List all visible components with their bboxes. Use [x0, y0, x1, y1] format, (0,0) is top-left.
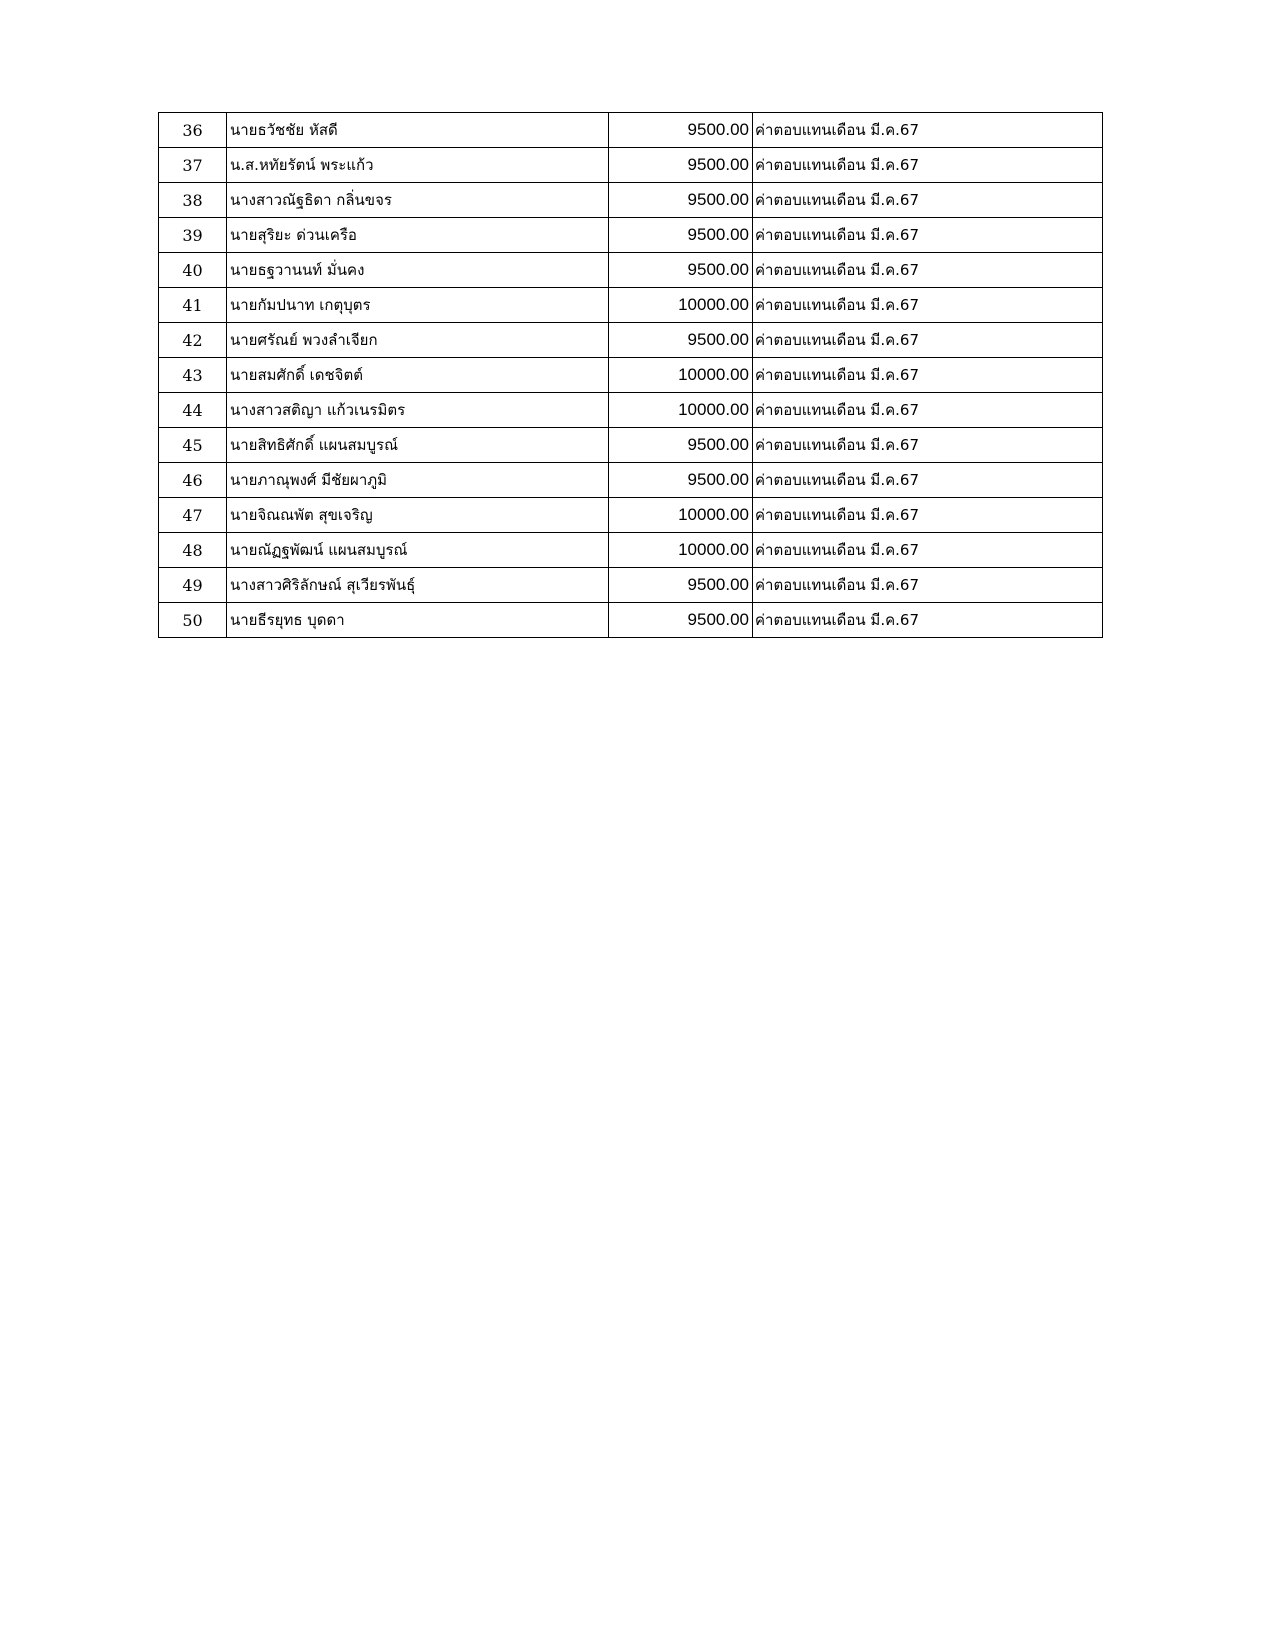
payment-description: ค่าตอบแทนเดือน มี.ค.67 [753, 393, 1103, 428]
row-number: 38 [159, 183, 227, 218]
payment-description: ค่าตอบแทนเดือน มี.ค.67 [753, 183, 1103, 218]
payment-description: ค่าตอบแทนเดือน มี.ค.67 [753, 428, 1103, 463]
table-row [159, 428, 1103, 463]
row-number: 49 [159, 568, 227, 603]
person-name: นางสาวสติญา แก้วเนรมิตร [227, 393, 609, 428]
table-row [159, 218, 1103, 253]
row-number: 45 [159, 428, 227, 463]
person-name: นายณัฏฐพัฒน์ แผนสมบูรณ์ [227, 533, 609, 568]
row-number: 36 [159, 113, 227, 148]
table-row [159, 498, 1103, 533]
row-number: 44 [159, 393, 227, 428]
payment-description: ค่าตอบแทนเดือน มี.ค.67 [753, 113, 1103, 148]
table-row [159, 323, 1103, 358]
person-name: นางสาวศิริลักษณ์ สุเวียรพันธุ์ [227, 568, 609, 603]
table-row [159, 113, 1103, 148]
amount: 10000.00 [609, 498, 753, 533]
row-number: 42 [159, 323, 227, 358]
person-name: นายจิณณพัต สุขเจริญ [227, 498, 609, 533]
amount: 9500.00 [609, 218, 753, 253]
row-number: 46 [159, 463, 227, 498]
table-row [159, 358, 1103, 393]
person-name: นายธวัชชัย หัสดี [227, 113, 609, 148]
person-name: นายธฐวานนท์ มั่นคง [227, 253, 609, 288]
person-name: นายภาณุพงศ์ มีชัยผาภูมิ [227, 463, 609, 498]
amount: 10000.00 [609, 288, 753, 323]
row-number: 47 [159, 498, 227, 533]
person-name: นายสิทธิศักดิ์ แผนสมบูรณ์ [227, 428, 609, 463]
person-name: นางสาวณัฐธิดา กลิ่นขจร [227, 183, 609, 218]
row-number: 41 [159, 288, 227, 323]
table-row [159, 393, 1103, 428]
row-number: 50 [159, 603, 227, 638]
payment-description: ค่าตอบแทนเดือน มี.ค.67 [753, 358, 1103, 393]
amount: 9500.00 [609, 463, 753, 498]
table-row [159, 603, 1103, 638]
table-row [159, 183, 1103, 218]
payment-description: ค่าตอบแทนเดือน มี.ค.67 [753, 148, 1103, 183]
payment-description: ค่าตอบแทนเดือน มี.ค.67 [753, 603, 1103, 638]
table-row [159, 568, 1103, 603]
table-row [159, 148, 1103, 183]
amount: 9500.00 [609, 148, 753, 183]
person-name: นายศรัณย์ พวงลำเจียก [227, 323, 609, 358]
payment-description: ค่าตอบแทนเดือน มี.ค.67 [753, 218, 1103, 253]
person-name: น.ส.หทัยรัตน์ พระแก้ว [227, 148, 609, 183]
row-number: 43 [159, 358, 227, 393]
payment-table [158, 112, 1103, 638]
row-number: 39 [159, 218, 227, 253]
amount: 9500.00 [609, 253, 753, 288]
amount: 9500.00 [609, 323, 753, 358]
person-name: นายกัมปนาท เกตุบุตร [227, 288, 609, 323]
payment-description: ค่าตอบแทนเดือน มี.ค.67 [753, 253, 1103, 288]
row-number: 48 [159, 533, 227, 568]
amount: 9500.00 [609, 428, 753, 463]
amount: 9500.00 [609, 183, 753, 218]
payment-table-body [159, 113, 1103, 638]
payment-description: ค่าตอบแทนเดือน มี.ค.67 [753, 288, 1103, 323]
table-row [159, 288, 1103, 323]
person-name: นายสมศักดิ์ เดชจิตต์ [227, 358, 609, 393]
person-name: นายธีรยุทธ บุดดา [227, 603, 609, 638]
payment-description: ค่าตอบแทนเดือน มี.ค.67 [753, 463, 1103, 498]
amount: 10000.00 [609, 393, 753, 428]
payment-description: ค่าตอบแทนเดือน มี.ค.67 [753, 498, 1103, 533]
payment-description: ค่าตอบแทนเดือน มี.ค.67 [753, 323, 1103, 358]
amount: 10000.00 [609, 358, 753, 393]
row-number: 37 [159, 148, 227, 183]
payment-description: ค่าตอบแทนเดือน มี.ค.67 [753, 533, 1103, 568]
table-row [159, 533, 1103, 568]
amount: 9500.00 [609, 568, 753, 603]
table-row [159, 463, 1103, 498]
person-name: นายสุริยะ ด่วนเครือ [227, 218, 609, 253]
amount: 9500.00 [609, 113, 753, 148]
amount: 9500.00 [609, 603, 753, 638]
payment-description: ค่าตอบแทนเดือน มี.ค.67 [753, 568, 1103, 603]
amount: 10000.00 [609, 533, 753, 568]
table-row [159, 253, 1103, 288]
row-number: 40 [159, 253, 227, 288]
